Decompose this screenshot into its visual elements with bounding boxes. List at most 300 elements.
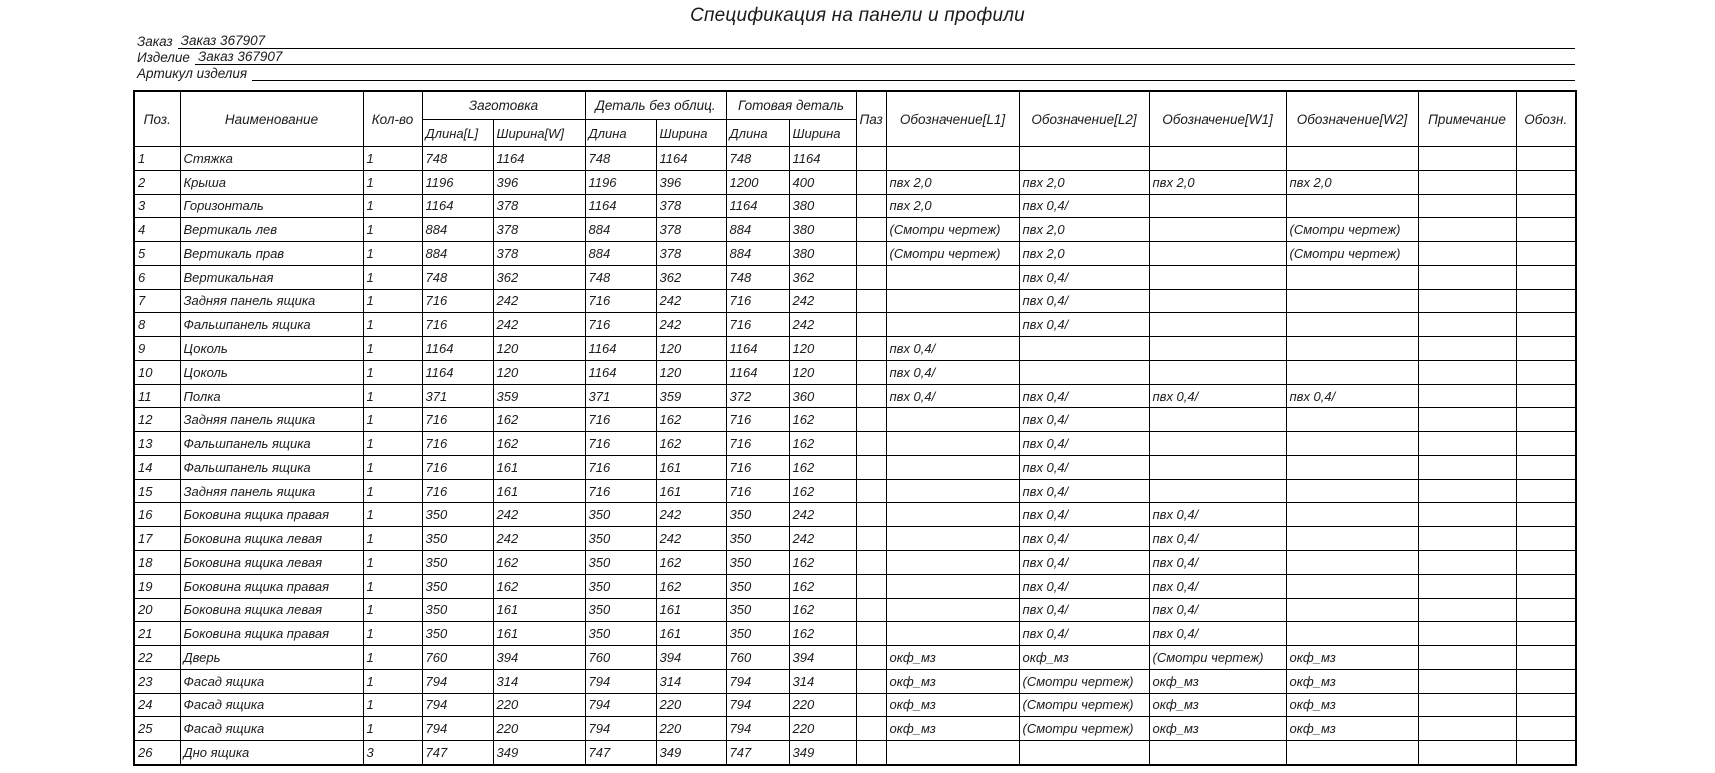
table-cell-w2: (Смотри чертеж) — [1286, 218, 1418, 242]
field-product-value: Заказ 367907 — [195, 49, 1575, 65]
table-cell-ready-wid: 162 — [789, 551, 856, 575]
table-row — [134, 574, 1576, 598]
table-cell-blank-len: 748 — [422, 265, 493, 289]
table-cell-ready-wid: 120 — [789, 360, 856, 384]
table-cell-part-wid: 242 — [656, 527, 726, 551]
table-cell-w1 — [1149, 360, 1286, 384]
table-cell-pos: 16 — [134, 503, 180, 527]
table-cell-part-wid: 394 — [656, 646, 726, 670]
table-cell-name: Крыша — [180, 170, 363, 194]
col-header-w2: Обозначение[W2] — [1286, 91, 1418, 147]
table-cell-qty: 1 — [363, 551, 422, 575]
table-cell-l2: пвх 0,4/ — [1019, 598, 1149, 622]
table-cell-pos: 14 — [134, 455, 180, 479]
table-cell-obozn — [1516, 741, 1576, 765]
table-cell-blank-wid: 220 — [493, 717, 585, 741]
table-cell-note — [1418, 741, 1516, 765]
field-article-label: Артикул изделия — [137, 66, 248, 81]
table-cell-l1 — [886, 289, 1019, 313]
table-cell-qty: 1 — [363, 693, 422, 717]
table-cell-l2: пвх 0,4/ — [1019, 384, 1149, 408]
table-cell-note — [1418, 384, 1516, 408]
table-cell-l1: окф_мз — [886, 693, 1019, 717]
table-cell-w1 — [1149, 313, 1286, 337]
table-cell-paz — [856, 360, 886, 384]
table-cell-obozn — [1516, 265, 1576, 289]
table-cell-w2 — [1286, 337, 1418, 361]
table-cell-l2: пвх 0,4/ — [1019, 289, 1149, 313]
table-cell-obozn — [1516, 289, 1576, 313]
table-cell-w2: окф_мз — [1286, 693, 1418, 717]
table-cell-ready-len: 794 — [726, 669, 789, 693]
table-cell-blank-wid: 161 — [493, 598, 585, 622]
table-cell-blank-len: 716 — [422, 479, 493, 503]
table-cell-l2: (Смотри чертеж) — [1019, 669, 1149, 693]
table-cell-l1 — [886, 503, 1019, 527]
table-cell-l1 — [886, 313, 1019, 337]
table-cell-l2: пвх 0,4/ — [1019, 479, 1149, 503]
table-cell-obozn — [1516, 313, 1576, 337]
table-cell-ready-len: 350 — [726, 574, 789, 598]
table-cell-ready-wid: 400 — [789, 170, 856, 194]
table-cell-part-wid: 242 — [656, 503, 726, 527]
table-cell-part-len: 748 — [585, 147, 656, 171]
table-cell-obozn — [1516, 574, 1576, 598]
table-cell-name: Фасад ящика — [180, 717, 363, 741]
table-cell-part-wid: 161 — [656, 455, 726, 479]
table-cell-blank-wid: 162 — [493, 574, 585, 598]
table-cell-w1 — [1149, 265, 1286, 289]
field-order — [137, 33, 1575, 49]
table-cell-pos: 22 — [134, 646, 180, 670]
table-cell-part-len: 1196 — [585, 170, 656, 194]
table-cell-l2: (Смотри чертеж) — [1019, 717, 1149, 741]
table-cell-note — [1418, 408, 1516, 432]
table-cell-l1: (Смотри чертеж) — [886, 218, 1019, 242]
table-cell-l1: пвх 2,0 — [886, 170, 1019, 194]
table-row — [134, 242, 1576, 266]
table-cell-part-len: 1164 — [585, 337, 656, 361]
table-cell-blank-wid: 378 — [493, 218, 585, 242]
col-header-blank-wid: Ширина[W] — [493, 120, 585, 147]
table-cell-w1: пвх 0,4/ — [1149, 551, 1286, 575]
table-cell-ready-wid: 380 — [789, 218, 856, 242]
table-cell-blank-len: 350 — [422, 551, 493, 575]
col-header-obozn: Обозн. — [1516, 91, 1576, 147]
table-cell-l1 — [886, 408, 1019, 432]
table-cell-blank-wid: 1164 — [493, 147, 585, 171]
table-cell-qty: 1 — [363, 289, 422, 313]
col-header-pos: Поз. — [134, 91, 180, 147]
table-cell-l1 — [886, 432, 1019, 456]
table-cell-part-len: 371 — [585, 384, 656, 408]
table-cell-qty: 1 — [363, 194, 422, 218]
table-cell-part-len: 794 — [585, 669, 656, 693]
table-cell-qty: 1 — [363, 242, 422, 266]
table-cell-qty: 1 — [363, 598, 422, 622]
table-cell-blank-len: 1164 — [422, 360, 493, 384]
table-cell-blank-len: 794 — [422, 669, 493, 693]
table-cell-blank-len: 794 — [422, 717, 493, 741]
table-cell-w2 — [1286, 741, 1418, 765]
table-cell-ready-len: 794 — [726, 717, 789, 741]
table-cell-w2 — [1286, 598, 1418, 622]
table-row — [134, 265, 1576, 289]
table-cell-l2: пвх 0,4/ — [1019, 194, 1149, 218]
table-cell-blank-wid: 359 — [493, 384, 585, 408]
table-cell-w1: пвх 0,4/ — [1149, 574, 1286, 598]
table-cell-w1: пвх 0,4/ — [1149, 622, 1286, 646]
table-cell-part-wid: 378 — [656, 218, 726, 242]
table-cell-part-len: 350 — [585, 622, 656, 646]
col-group-part: Деталь без облиц. — [585, 91, 726, 120]
table-cell-l2: пвх 0,4/ — [1019, 503, 1149, 527]
table-cell-w1: окф_мз — [1149, 693, 1286, 717]
table-cell-blank-len: 716 — [422, 432, 493, 456]
table-cell-blank-wid: 378 — [493, 194, 585, 218]
table-cell-w1: пвх 0,4/ — [1149, 384, 1286, 408]
table-cell-pos: 5 — [134, 242, 180, 266]
table-cell-qty: 1 — [363, 527, 422, 551]
table-cell-pos: 24 — [134, 693, 180, 717]
table-cell-note — [1418, 598, 1516, 622]
table-cell-name: Дно ящика — [180, 741, 363, 765]
header-row-groups — [134, 91, 1576, 120]
table-cell-pos: 18 — [134, 551, 180, 575]
table-cell-pos: 2 — [134, 170, 180, 194]
table-cell-note — [1418, 646, 1516, 670]
table-cell-l2: пвх 0,4/ — [1019, 313, 1149, 337]
table-cell-w1 — [1149, 218, 1286, 242]
table-cell-blank-wid: 162 — [493, 432, 585, 456]
field-article-value — [252, 80, 1575, 81]
table-cell-l1: пвх 0,4/ — [886, 337, 1019, 361]
table-cell-qty: 1 — [363, 218, 422, 242]
table-cell-obozn — [1516, 717, 1576, 741]
table-cell-ready-len: 1164 — [726, 337, 789, 361]
table-cell-name: Дверь — [180, 646, 363, 670]
table-cell-blank-len: 1164 — [422, 337, 493, 361]
table-cell-pos: 15 — [134, 479, 180, 503]
table-cell-ready-wid: 394 — [789, 646, 856, 670]
table-cell-blank-wid: 220 — [493, 693, 585, 717]
table-cell-ready-wid: 242 — [789, 527, 856, 551]
table-cell-obozn — [1516, 503, 1576, 527]
table-row — [134, 337, 1576, 361]
table-cell-ready-wid: 362 — [789, 265, 856, 289]
table-cell-qty: 1 — [363, 408, 422, 432]
table-cell-w2: пвх 2,0 — [1286, 170, 1418, 194]
table-cell-part-len: 716 — [585, 479, 656, 503]
table-cell-l1: окф_мз — [886, 717, 1019, 741]
table-cell-part-len: 350 — [585, 598, 656, 622]
table-cell-part-wid: 362 — [656, 265, 726, 289]
table-cell-ready-len: 716 — [726, 455, 789, 479]
table-cell-note — [1418, 194, 1516, 218]
table-cell-w1 — [1149, 479, 1286, 503]
table-cell-ready-wid: 380 — [789, 194, 856, 218]
table-cell-part-wid: 242 — [656, 313, 726, 337]
table-cell-note — [1418, 170, 1516, 194]
table-cell-qty: 1 — [363, 574, 422, 598]
table-cell-name: Стяжка — [180, 147, 363, 171]
table-cell-obozn — [1516, 218, 1576, 242]
table-cell-w2 — [1286, 194, 1418, 218]
table-cell-w2 — [1286, 574, 1418, 598]
table-cell-w1 — [1149, 242, 1286, 266]
table-cell-w2 — [1286, 360, 1418, 384]
table-cell-blank-len: 748 — [422, 147, 493, 171]
table-cell-ready-len: 748 — [726, 265, 789, 289]
table-cell-part-wid: 162 — [656, 432, 726, 456]
col-header-ready-len: Длина — [726, 120, 789, 147]
table-cell-ready-wid: 242 — [789, 313, 856, 337]
table-cell-pos: 23 — [134, 669, 180, 693]
table-cell-paz — [856, 527, 886, 551]
table-cell-blank-len: 716 — [422, 313, 493, 337]
table-cell-part-wid: 162 — [656, 574, 726, 598]
table-cell-ready-len: 884 — [726, 242, 789, 266]
table-cell-w1 — [1149, 408, 1286, 432]
field-article — [137, 65, 1575, 81]
table-cell-paz — [856, 574, 886, 598]
table-cell-paz — [856, 669, 886, 693]
table-cell-name: Вертикаль лев — [180, 218, 363, 242]
table-cell-l2 — [1019, 741, 1149, 765]
table-cell-ready-len: 350 — [726, 622, 789, 646]
table-cell-part-len: 350 — [585, 527, 656, 551]
table-cell-obozn — [1516, 242, 1576, 266]
table-row — [134, 384, 1576, 408]
col-header-blank-len: Длина[L] — [422, 120, 493, 147]
table-cell-name: Боковина ящика правая — [180, 574, 363, 598]
table-cell-part-wid: 242 — [656, 289, 726, 313]
table-cell-l1 — [886, 479, 1019, 503]
col-header-l2: Обозначение[L2] — [1019, 91, 1149, 147]
table-cell-ready-len: 350 — [726, 503, 789, 527]
table-cell-pos: 19 — [134, 574, 180, 598]
table-cell-pos: 4 — [134, 218, 180, 242]
table-cell-l1 — [886, 455, 1019, 479]
table-cell-l2: пвх 2,0 — [1019, 170, 1149, 194]
table-cell-paz — [856, 717, 886, 741]
col-header-name: Наименование — [180, 91, 363, 147]
table-row — [134, 479, 1576, 503]
col-header-part-wid: Ширина — [656, 120, 726, 147]
table-cell-note — [1418, 693, 1516, 717]
table-cell-blank-wid: 161 — [493, 479, 585, 503]
table-cell-part-wid: 162 — [656, 551, 726, 575]
table-cell-ready-wid: 162 — [789, 622, 856, 646]
table-cell-pos: 13 — [134, 432, 180, 456]
table-cell-l1 — [886, 551, 1019, 575]
table-cell-note — [1418, 527, 1516, 551]
table-cell-part-len: 760 — [585, 646, 656, 670]
table-row — [134, 408, 1576, 432]
table-cell-l2: пвх 0,4/ — [1019, 527, 1149, 551]
table-cell-pos: 1 — [134, 147, 180, 171]
table-cell-part-len: 1164 — [585, 360, 656, 384]
table-cell-w1 — [1149, 147, 1286, 171]
table-cell-obozn — [1516, 360, 1576, 384]
col-header-qty: Кол-во — [363, 91, 422, 147]
table-cell-l2 — [1019, 147, 1149, 171]
table-cell-part-wid: 349 — [656, 741, 726, 765]
table-cell-name: Задняя панель ящика — [180, 408, 363, 432]
table-cell-part-wid: 220 — [656, 717, 726, 741]
table-cell-paz — [856, 432, 886, 456]
table-cell-note — [1418, 669, 1516, 693]
table-cell-paz — [856, 455, 886, 479]
table-cell-qty: 1 — [363, 646, 422, 670]
table-cell-pos: 8 — [134, 313, 180, 337]
table-cell-pos: 21 — [134, 622, 180, 646]
col-header-w1: Обозначение[W1] — [1149, 91, 1286, 147]
table-cell-l2: пвх 0,4/ — [1019, 551, 1149, 575]
table-cell-pos: 11 — [134, 384, 180, 408]
table-cell-part-len: 884 — [585, 218, 656, 242]
table-row — [134, 598, 1576, 622]
field-product-label: Изделие — [137, 50, 190, 65]
table-cell-note — [1418, 147, 1516, 171]
table-cell-ready-len: 794 — [726, 693, 789, 717]
table-cell-note — [1418, 242, 1516, 266]
table-cell-w2 — [1286, 527, 1418, 551]
table-cell-w2 — [1286, 503, 1418, 527]
table-cell-w1 — [1149, 455, 1286, 479]
table-cell-note — [1418, 455, 1516, 479]
table-cell-qty: 1 — [363, 360, 422, 384]
table-cell-paz — [856, 218, 886, 242]
table-cell-name: Боковина ящика левая — [180, 551, 363, 575]
table-cell-l1: пвх 0,4/ — [886, 384, 1019, 408]
table-cell-qty: 1 — [363, 265, 422, 289]
table-cell-note — [1418, 289, 1516, 313]
col-group-ready: Готовая деталь — [726, 91, 856, 120]
table-cell-w1 — [1149, 289, 1286, 313]
table-cell-blank-wid: 378 — [493, 242, 585, 266]
col-header-l1: Обозначение[L1] — [886, 91, 1019, 147]
table-cell-w2 — [1286, 313, 1418, 337]
table-cell-name: Задняя панель ящика — [180, 289, 363, 313]
table-cell-blank-wid: 120 — [493, 360, 585, 384]
table-cell-pos: 12 — [134, 408, 180, 432]
table-cell-paz — [856, 693, 886, 717]
table-cell-qty: 1 — [363, 622, 422, 646]
table-cell-ready-wid: 220 — [789, 717, 856, 741]
table-row — [134, 693, 1576, 717]
table-cell-blank-wid: 314 — [493, 669, 585, 693]
table-cell-w2: окф_мз — [1286, 646, 1418, 670]
table-cell-blank-len: 350 — [422, 527, 493, 551]
table-cell-w2 — [1286, 147, 1418, 171]
table-cell-note — [1418, 551, 1516, 575]
table-cell-qty: 1 — [363, 337, 422, 361]
table-cell-paz — [856, 289, 886, 313]
header-fields — [137, 33, 1575, 81]
table-cell-l1: пвх 2,0 — [886, 194, 1019, 218]
table-cell-name: Фальшпанель ящика — [180, 432, 363, 456]
table-cell-pos: 26 — [134, 741, 180, 765]
table-cell-part-wid: 161 — [656, 622, 726, 646]
table-cell-obozn — [1516, 337, 1576, 361]
table-cell-name: Фальшпанель ящика — [180, 455, 363, 479]
table-row — [134, 360, 1576, 384]
table-cell-blank-wid: 162 — [493, 551, 585, 575]
table-cell-l2: пвх 0,4/ — [1019, 408, 1149, 432]
table-cell-l1 — [886, 598, 1019, 622]
table-cell-part-wid: 314 — [656, 669, 726, 693]
table-cell-w2 — [1286, 455, 1418, 479]
table-cell-pos: 7 — [134, 289, 180, 313]
col-header-paz: Паз — [856, 91, 886, 147]
table-cell-note — [1418, 574, 1516, 598]
table-cell-part-len: 794 — [585, 693, 656, 717]
table-cell-l2: пвх 0,4/ — [1019, 574, 1149, 598]
table-cell-l1 — [886, 147, 1019, 171]
table-cell-l2: пвх 0,4/ — [1019, 265, 1149, 289]
table-cell-w1: окф_мз — [1149, 669, 1286, 693]
table-cell-ready-len: 748 — [726, 147, 789, 171]
table-cell-blank-wid: 362 — [493, 265, 585, 289]
table-cell-paz — [856, 147, 886, 171]
table-cell-w2: окф_мз — [1286, 669, 1418, 693]
table-cell-obozn — [1516, 479, 1576, 503]
table-cell-name: Боковина ящика правая — [180, 622, 363, 646]
table-cell-part-len: 1164 — [585, 194, 656, 218]
table-cell-paz — [856, 598, 886, 622]
table-row — [134, 669, 1576, 693]
table-cell-ready-len: 716 — [726, 479, 789, 503]
table-cell-l1 — [886, 622, 1019, 646]
table-cell-part-wid: 161 — [656, 479, 726, 503]
table-cell-blank-len: 350 — [422, 598, 493, 622]
table-cell-paz — [856, 646, 886, 670]
table-cell-ready-len: 716 — [726, 432, 789, 456]
table-cell-qty: 1 — [363, 503, 422, 527]
table-cell-part-wid: 161 — [656, 598, 726, 622]
table-cell-blank-wid: 396 — [493, 170, 585, 194]
table-cell-blank-wid: 349 — [493, 741, 585, 765]
table-cell-ready-len: 716 — [726, 313, 789, 337]
table-cell-pos: 10 — [134, 360, 180, 384]
table-cell-w2: пвх 0,4/ — [1286, 384, 1418, 408]
table-cell-ready-wid: 162 — [789, 455, 856, 479]
table-cell-blank-len: 716 — [422, 289, 493, 313]
table-cell-part-len: 716 — [585, 313, 656, 337]
table-cell-l2: пвх 0,4/ — [1019, 622, 1149, 646]
table-cell-l1: (Смотри чертеж) — [886, 242, 1019, 266]
table-cell-w2 — [1286, 551, 1418, 575]
table-cell-l1: пвх 0,4/ — [886, 360, 1019, 384]
table-cell-note — [1418, 622, 1516, 646]
table-cell-ready-wid: 380 — [789, 242, 856, 266]
table-cell-blank-wid: 242 — [493, 313, 585, 337]
table-cell-w1 — [1149, 194, 1286, 218]
spec-table — [133, 90, 1577, 766]
table-cell-ready-wid: 162 — [789, 408, 856, 432]
table-cell-w2 — [1286, 408, 1418, 432]
table-row — [134, 646, 1576, 670]
table-cell-part-len: 884 — [585, 242, 656, 266]
table-cell-note — [1418, 313, 1516, 337]
table-cell-blank-len: 350 — [422, 622, 493, 646]
table-cell-ready-len: 372 — [726, 384, 789, 408]
table-cell-blank-len: 1164 — [422, 194, 493, 218]
table-row — [134, 551, 1576, 575]
table-cell-part-len: 350 — [585, 551, 656, 575]
table-cell-note — [1418, 360, 1516, 384]
